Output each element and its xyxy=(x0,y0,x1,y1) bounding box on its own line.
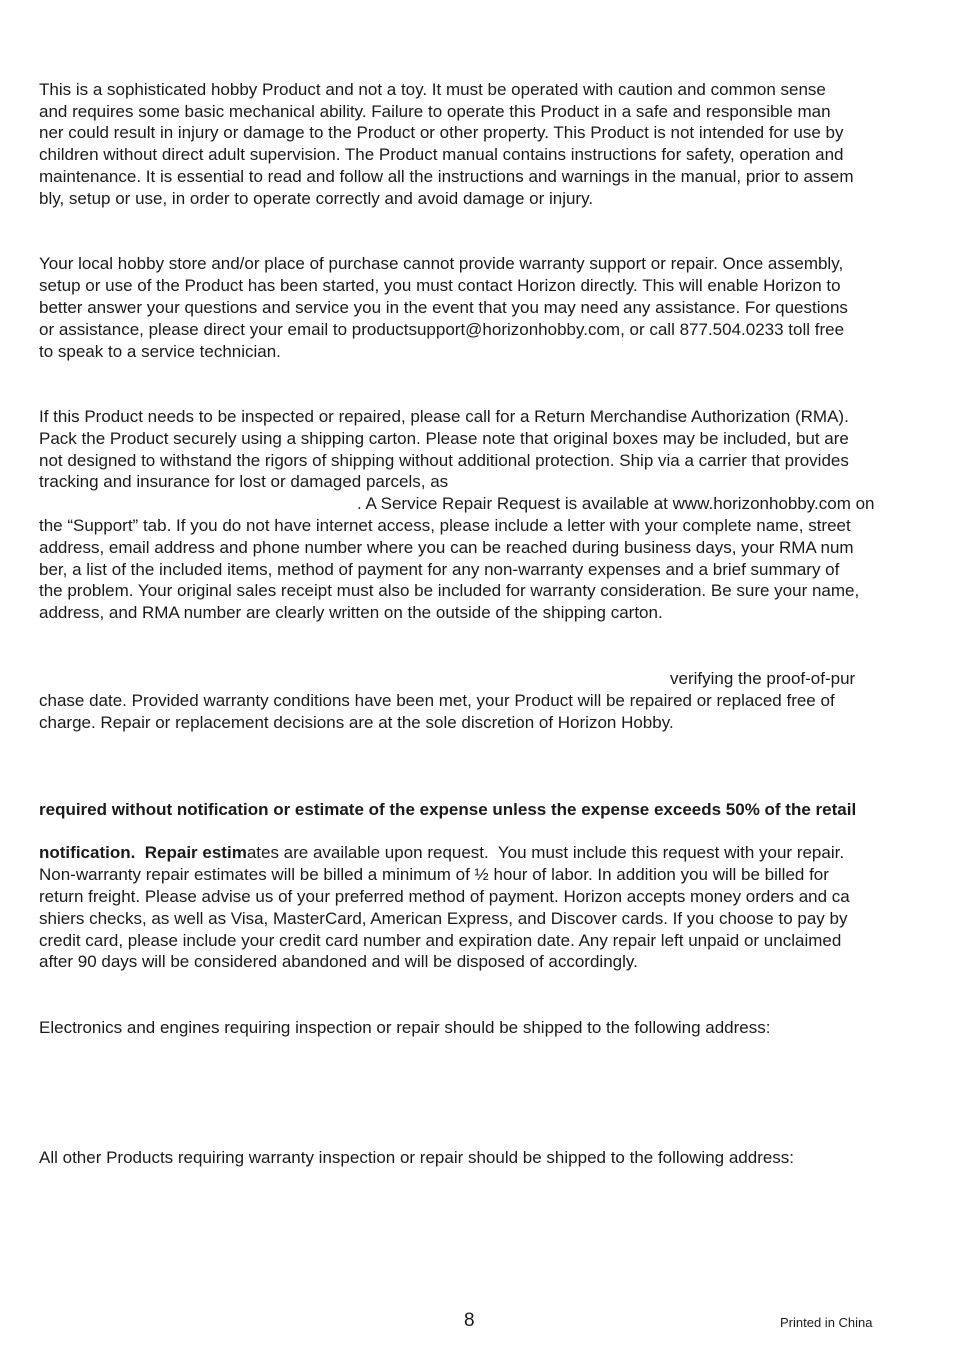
inspection-line: Pack the Product securely using a shipping carton. Please note that original boxes may be included, but are xyxy=(39,429,849,448)
safety-line: This is a sophisticated hobby Product and not a toy. It must be operated with caution and common sense xyxy=(39,80,826,99)
inspection-line: . A Service Repair Request is available at www.horizonhobby.com on xyxy=(357,494,875,513)
safety-line: maintenance. It is essential to read and follow all the instructions and warnings in the manual, prior to assem xyxy=(39,167,854,186)
questions-line: Your local hobby store and/or place of purchase cannot provide warranty support or repair. Once assembly, xyxy=(39,254,844,273)
non-warranty-line: return freight. Please advise us of your preferred method of payment. Horizon accepts money orders and ca xyxy=(39,887,850,906)
inspection-line: the problem. Your original sales receipt must also be included for warranty consideration. Be sure your name, xyxy=(39,581,860,600)
non-warranty-line: shiers checks, as well as Visa, MasterCard, American Express, and Discover cards. If you choose to pay by xyxy=(39,909,848,928)
questions-line: better answer your questions and service you in the event that you may need any assistance. For questions xyxy=(39,298,848,317)
inspection-line: If this Product needs to be inspected or repaired, please call for a Return Merchandise Authorization (RMA). xyxy=(39,407,849,426)
non-warranty-line-rest: ates are available upon request. You must include this request with your repair. xyxy=(246,843,845,862)
inspection-line: address, and RMA number are clearly written on the outside of the shipping carton. xyxy=(39,603,663,622)
questions-line: or assistance, please direct your email to productsupport@horizonhobby.com, or call 877.504.0233 toll free xyxy=(39,320,845,339)
non-warranty-line: Non-warranty repair estimates will be billed a minimum of ½ hour of labor. In addition you will be billed for xyxy=(39,865,829,884)
warranty-line: chase date. Provided warranty conditions have been met, your Product will be repaired or replaced free of xyxy=(39,691,835,710)
non-warranty-line: credit card, please include your credit card number and expiration date. Any repair left unpaid or unclaimed xyxy=(39,931,842,950)
questions-line: setup or use of the Product has been started, you must contact Horizon directly. This will enable Horizon to xyxy=(39,276,841,295)
safety-line: and requires some basic mechanical ability. Failure to operate this Product in a safe and responsible man xyxy=(39,102,831,121)
questions-line: to speak to a service technician. xyxy=(39,342,281,361)
non-warranty-line: after 90 days will be considered abandoned and will be disposed of accordingly. xyxy=(39,952,638,971)
warranty-line: charge. Repair or replacement decisions are at the sole discretion of Horizon Hobby. xyxy=(39,713,674,732)
safety-line: children without direct adult supervision. The Product manual contains instructions for safety, operation and xyxy=(39,145,844,164)
non-warranty-bold-start: notification. Repair estim xyxy=(39,843,247,862)
inspection-line: address, email address and phone number where you can be reached during business days, your RMA num xyxy=(39,538,854,557)
inspection-line: ber, a list of the included items, method of payment for any non-warranty expenses and a brief summary of xyxy=(39,560,840,579)
page-number: 8 xyxy=(464,1310,475,1331)
warranty-line: verifying the proof-of-pur xyxy=(670,669,856,688)
non-warranty-line xyxy=(39,842,844,864)
safety-line: ner could result in injury or damage to the Product or other property. This Product is not intended for use by xyxy=(39,123,844,142)
inspection-line: the “Support” tab. If you do not have internet access, please include a letter with your complete name, street xyxy=(39,516,851,535)
inspection-line: tracking and insurance for lost or damaged parcels, as xyxy=(39,472,449,491)
safety-line: bly, setup or use, in order to operate correctly and avoid damage or injury. xyxy=(39,189,594,208)
inspection-line: not designed to withstand the rigors of shipping without additional protection. Ship via a carrier that provides xyxy=(39,451,849,470)
non-warranty-bold-line: required without notification or estimate of the expense unless the expense exceeds 50% of the retail xyxy=(39,800,857,819)
other-address-line: All other Products requiring warranty inspection or repair should be shipped to the following address: xyxy=(39,1148,795,1167)
electronics-address-line: Electronics and engines requiring inspection or repair should be shipped to the following address: xyxy=(39,1018,771,1037)
printed-in-label: Printed in China xyxy=(780,1315,873,1330)
